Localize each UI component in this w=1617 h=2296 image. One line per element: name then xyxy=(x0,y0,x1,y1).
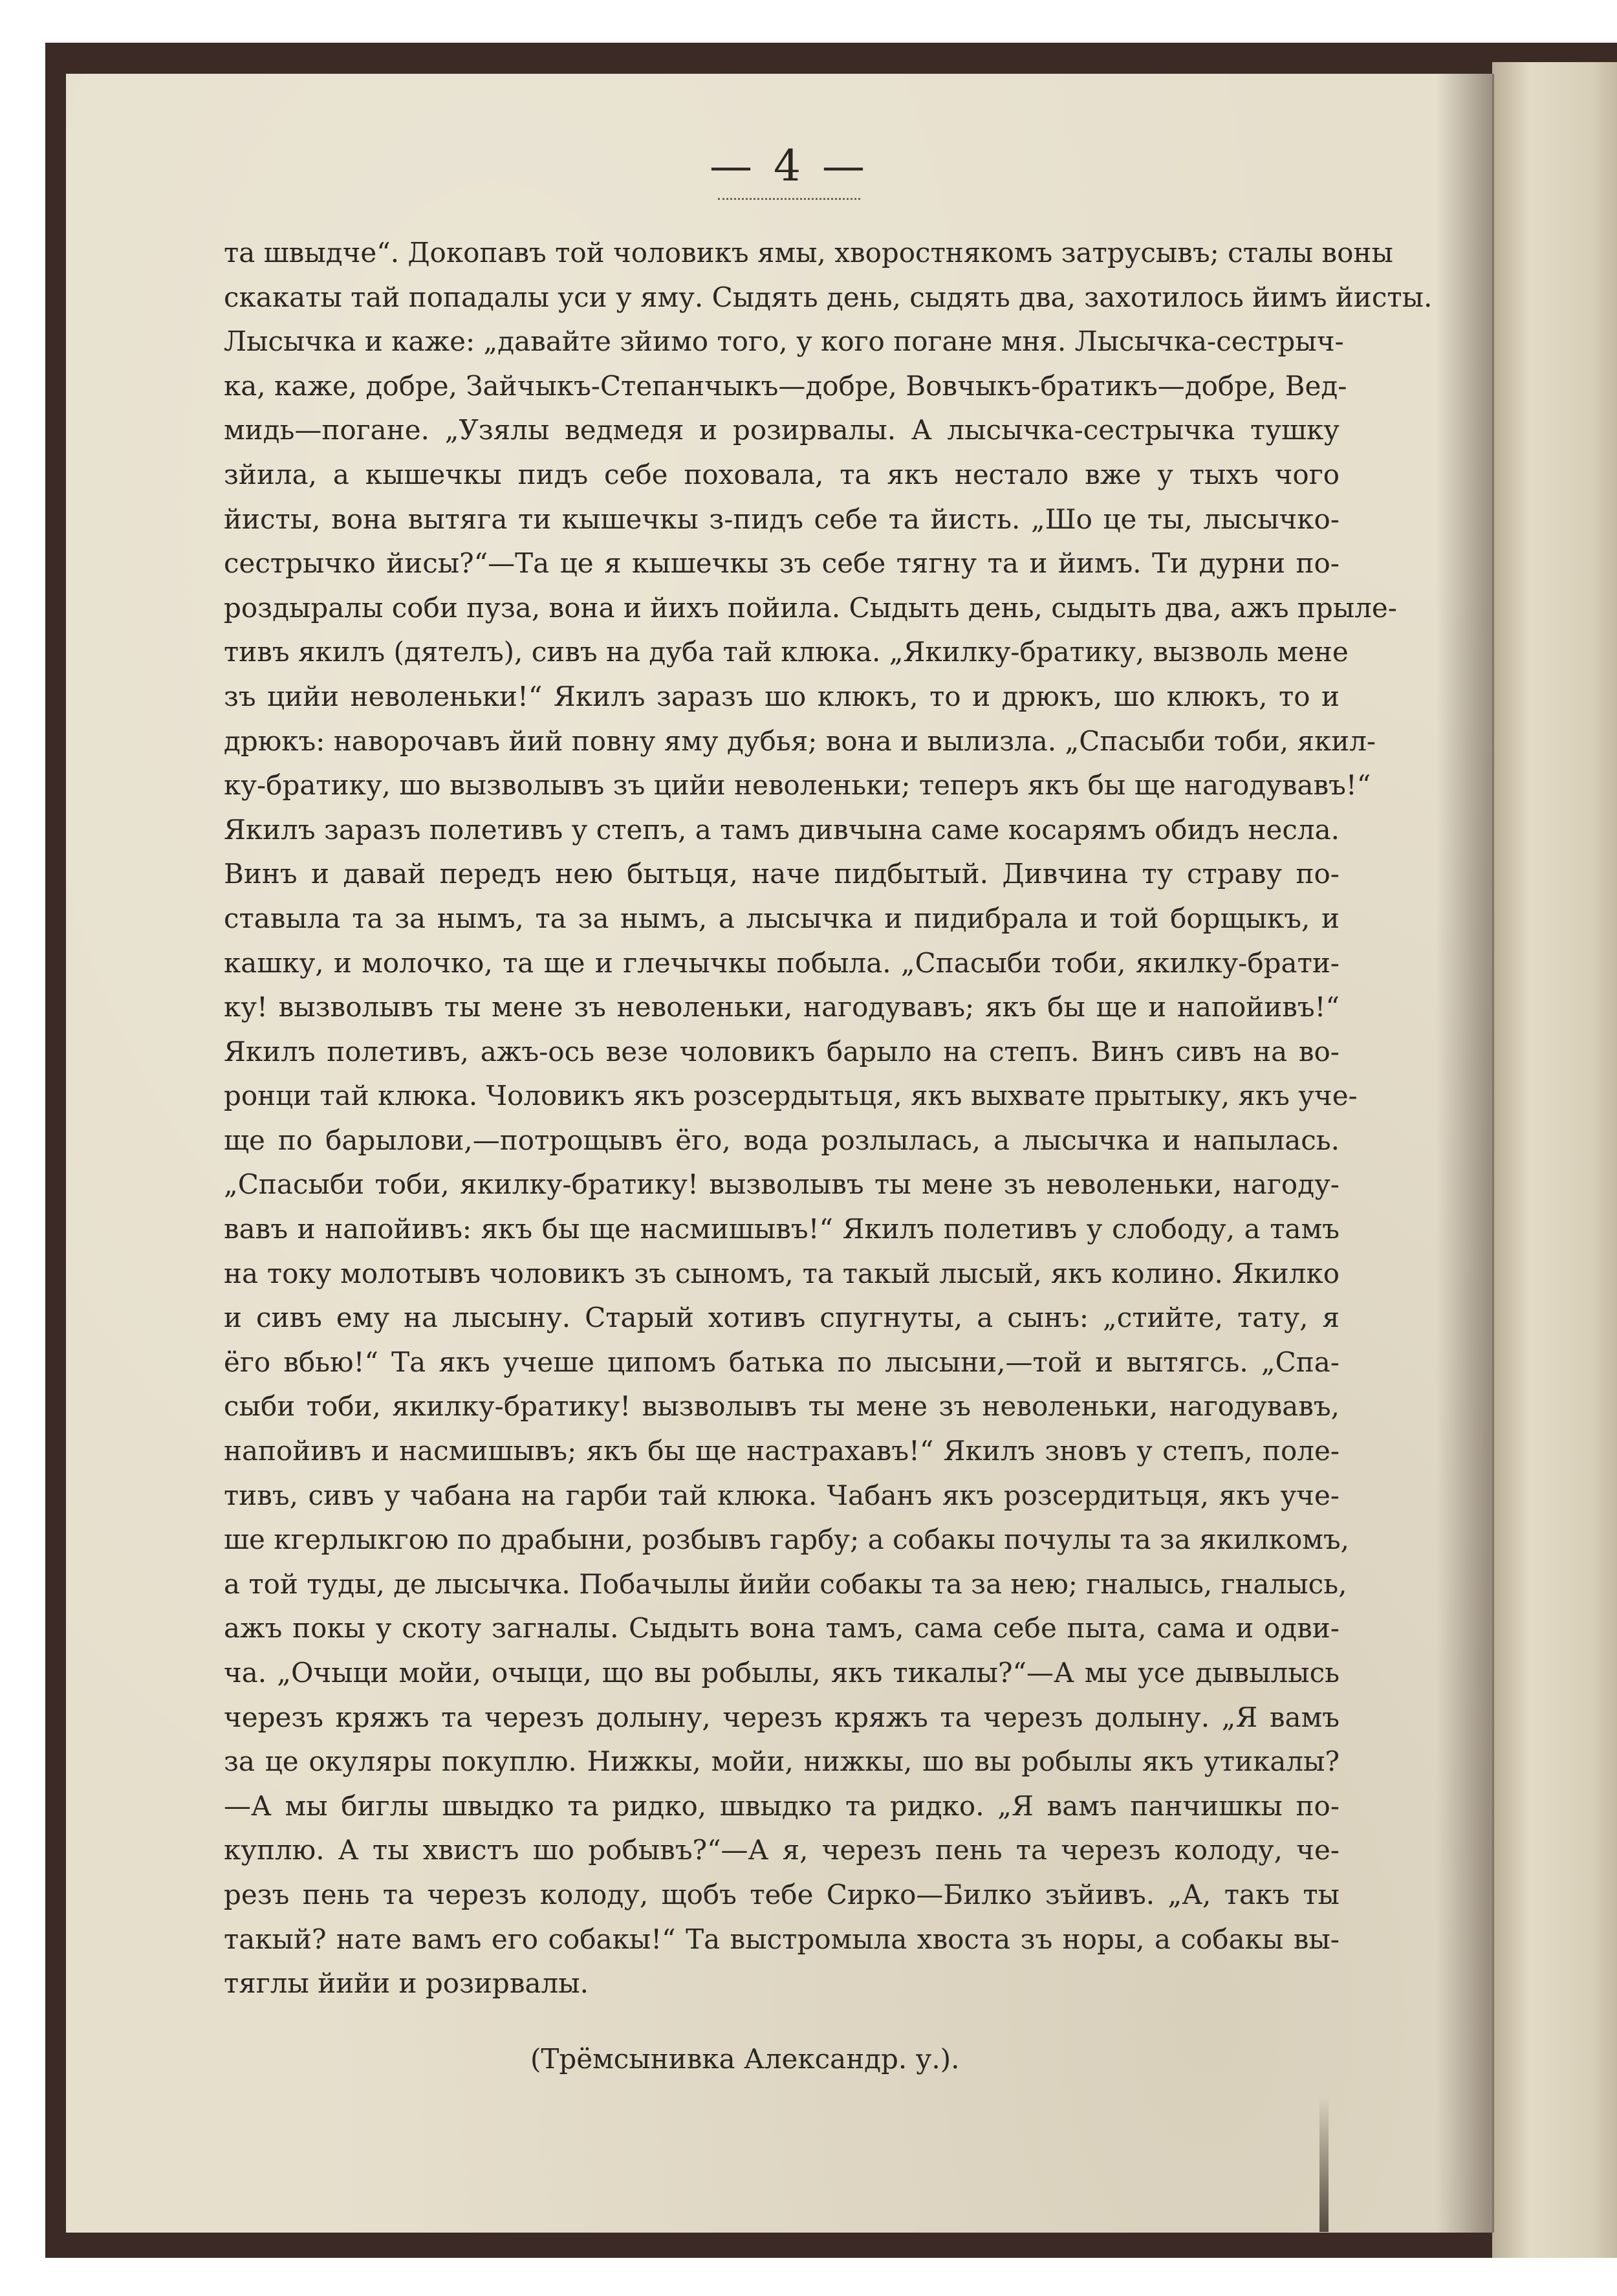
text-line: зъ цийи неволеньки!“ Якилъ заразъ шо клюкъ, то и дрюкъ, шо клюкъ, то и xyxy=(224,680,1340,712)
text-line: ёго вбью!“ Та якъ учеше ципомъ батька по лысыни,—той и вытягсь. „Спа- xyxy=(224,1346,1340,1378)
text-line: —А мы биглы швыдко та ридко, швыдко та ридко. „Я вамъ панчишкы по- xyxy=(224,1789,1340,1822)
text-line: резъ пень та черезъ колоду, щобъ тебе Сирко—Билко зъйивъ. „А, такъ ты xyxy=(224,1878,1340,1910)
text-line: „Спасыби тоби, якилку-братику! вызволывъ ты мене зъ неволеньки, нагоду- xyxy=(224,1168,1340,1201)
story-text xyxy=(224,231,1433,2006)
text-line: Якилъ полетивъ, ажъ-ось везе чоловикъ барыло на степъ. Винъ сивъ на во- xyxy=(224,1035,1340,1067)
text-line: Якилъ заразъ полетивъ у степъ, а тамъ дивчына саме косарямъ обидъ несла. xyxy=(224,813,1340,846)
text-line: напойивъ и насмишывъ; якъ бы ще настрахавъ!“ Якилъ зновъ у степъ, поле- xyxy=(224,1435,1340,1467)
text-line: тивъ якилъ (дятелъ), сивъ на дуба тай клюка. „Якилку-братику, вызволь мене xyxy=(224,636,1349,668)
page-tear-mark xyxy=(1319,2096,1329,2232)
text-line: роздыралы соби пуза, вона и йихъ пойила. Сыдыть день, сыдыть два, ажъ прыле- xyxy=(224,591,1397,624)
page-number: — 4 — xyxy=(710,141,869,191)
text-line: ажъ покы у скоту загналы. Сыдыть вона тамъ, сама себе пыта, сама и одви- xyxy=(224,1612,1340,1645)
text-line: тяглы йийи и розирвалы. xyxy=(224,1967,589,2000)
adjacent-page-edge xyxy=(1492,62,1617,2258)
text-line: вавъ и напойивъ: якъ бы ще насмишывъ!“ Якилъ полетивъ у слободу, а тамъ xyxy=(224,1213,1340,1245)
text-line: сестрычко йисы?“—Та це я кышечкы зъ себе тягну та и йимъ. Ти дурни по- xyxy=(224,547,1340,580)
text-line: ку-братику, шо вызволывъ зъ цийи неволеньки; теперъ якъ бы ще нагодувавъ!“ xyxy=(224,769,1371,802)
text-line: ка, каже, добре, Зайчыкъ-Степанчыкъ—добре, Вовчыкъ-братикъ—добре, Вед- xyxy=(224,369,1347,402)
page-number-ornament xyxy=(718,191,860,200)
text-line: на току молотывъ чоловикъ зъ сыномъ, та такый лысый, якъ колино. Якилко xyxy=(224,1257,1340,1289)
text-line: куплю. А ты хвистъ шо робывъ?“—А я, черезъ пень та черезъ колоду, че- xyxy=(224,1834,1340,1866)
text-line: дрюкъ: наворочавъ йий повну яму дубья; вона и вылизла. „Спасыби тоби, якил- xyxy=(224,725,1376,757)
text-line: тивъ, сивъ у чабана на гарби тай клюка. Чабанъ якъ розсердитьця, якъ уче- xyxy=(224,1479,1340,1511)
text-line: Лысычка и каже: „давайте зйимо того, у кого погане мня. Лысычка-сестрыч- xyxy=(224,325,1344,358)
text-line: ставыла та за нымъ, та за нымъ, а лысычка и пидибрала и той борщыкъ, и xyxy=(224,902,1340,934)
text-line: ронци тай клюка. Чоловикъ якъ розсердытьця, якъ выхвате прытыку, якъ уче- xyxy=(224,1080,1358,1112)
text-line: йисты, вона вытяга ти кышечкы з-пидъ себе та йисть. „Шо це ты, лысычко- xyxy=(224,503,1340,535)
text-line: зйила, а кышечкы пидъ себе поховала, та якъ нестало вже у тыхъ чого xyxy=(224,458,1340,490)
text-line: и сивъ ему на лысыну. Старый хотивъ спугнуты, а сынъ: „стийте, тату, я xyxy=(224,1302,1340,1334)
text-line: ше кгерлыкгою по драбыни, розбывъ гарбу; а собакы почулы та за якилкомъ, xyxy=(224,1524,1349,1556)
text-line: ще по барылови,—потрощывъ ёго, вода розлылась, а лысычка и напылась. xyxy=(224,1124,1340,1156)
binding-gutter-shadow xyxy=(1436,74,1494,2233)
text-line: ку! вызволывъ ты мене зъ неволеньки, нагодувавъ; якъ бы ще и напойивъ!“ xyxy=(224,991,1340,1023)
text-line: та швыдче“. Докопавъ той чоловикъ ямы, хворостнякомъ затрусывъ; сталы воны xyxy=(224,237,1393,268)
text-line: мидь—погане. „Узялы ведмедя и розирвалы. А лысычка-сестрычка тушку xyxy=(224,414,1340,446)
text-line: такый? нате вамъ его собакы!“ Та выстромыла хвоста зъ норы, а собакы вы- xyxy=(224,1923,1340,1955)
source-attribution: (Трёмсынивка Александр. у.). xyxy=(530,2043,960,2075)
text-line: ча. „Очыци мойи, очыци, що вы робылы, якъ тикалы?“—А мы усе дывылысь xyxy=(224,1657,1340,1689)
text-line: черезъ кряжъ та черезъ долыну, черезъ кряжъ та черезъ долыну. „Я вамъ xyxy=(224,1701,1340,1733)
text-line: скакаты тай попадалы уси у яму. Сыдять день, сыдять два, захотилось йимъ йисты. xyxy=(224,281,1433,313)
text-line: а той туды, де лысычка. Побачылы йийи собакы та за нею; гналысь, гналысь, xyxy=(224,1568,1347,1600)
text-line: сыби тоби, якилку-братику! вызволывъ ты мене зъ неволеньки, нагодувавъ, xyxy=(224,1390,1340,1423)
text-line: за це окуляры покуплю. Нижкы, мойи, нижкы, шо вы робылы якъ утикалы? xyxy=(224,1745,1340,1778)
text-line: кашку, и молочко, та ще и глечычкы побыла. „Спасыби тоби, якилку-брати- xyxy=(224,946,1340,979)
text-line: Винъ и давай передъ нею бытьця, наче пидбытый. Дивчина ту страву по- xyxy=(224,858,1340,890)
